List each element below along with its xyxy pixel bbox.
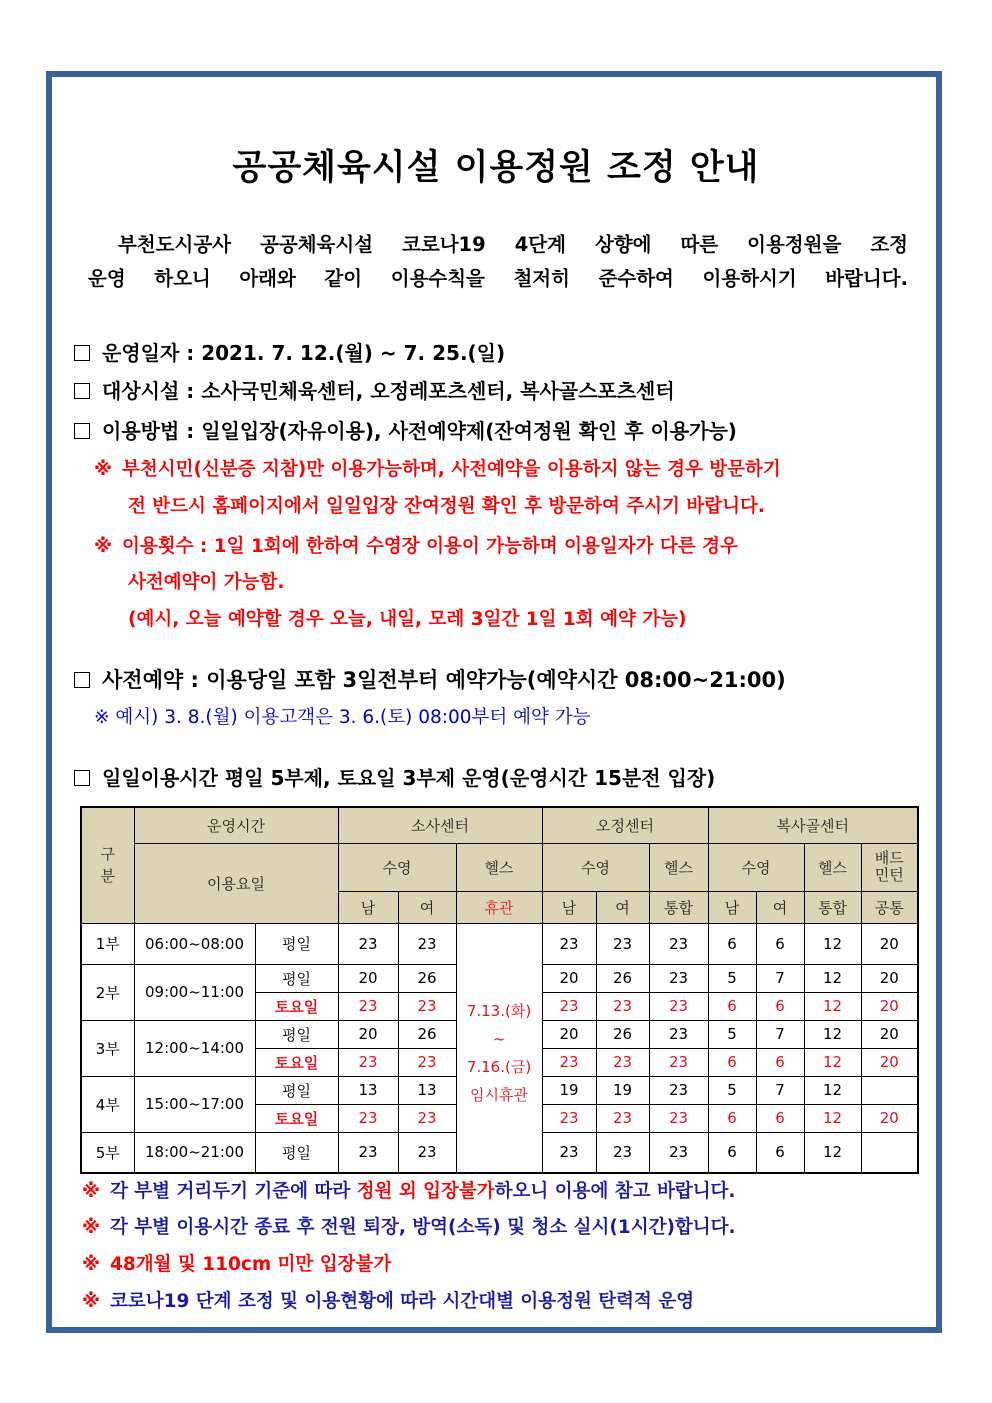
cell-value [861, 1076, 918, 1104]
footer-note-2 [82, 1213, 736, 1239]
cell-value: 12 [804, 923, 861, 964]
footer-note-1 [82, 1177, 735, 1203]
header-op-time: 운영시간 [134, 807, 338, 843]
cell-value: 23 [542, 1132, 596, 1173]
cell-value: 6 [708, 992, 756, 1020]
cell-value: 6 [708, 1104, 756, 1132]
reference-mark: ※ [82, 1291, 100, 1312]
note-text: 48개월 및 110cm 미만 입장불가 [110, 1254, 392, 1275]
cell-day: 토요일 [255, 1048, 338, 1076]
cell-time: 18:00~21:00 [134, 1132, 255, 1173]
cell-part: 1부 [81, 923, 134, 964]
cell-value: 23 [542, 923, 596, 964]
cell-value: 20 [338, 1020, 398, 1048]
cell-value: 5 [708, 1076, 756, 1104]
cell-value: 6 [756, 1132, 804, 1173]
cell-part: 4부 [81, 1076, 134, 1132]
reference-mark: ※ [82, 1217, 100, 1238]
footer-note-4 [82, 1287, 694, 1313]
header-boksagol-combined: 통합 [804, 891, 861, 923]
reference-mark: ※ [94, 536, 112, 557]
cell-value: 12 [804, 1076, 861, 1104]
header-sosa: 소사센터 [338, 807, 542, 843]
header-use-day: 이용요일 [134, 843, 338, 923]
cell-value: 20 [542, 964, 596, 992]
cell-value: 23 [398, 1048, 456, 1076]
closure-from: 7.13.(화) [466, 1001, 532, 1020]
cell-value: 20 [338, 964, 398, 992]
cell-value: 23 [596, 923, 649, 964]
cell-value: 12 [804, 992, 861, 1020]
section-label: 사전예약 [102, 668, 184, 692]
cell-value: 13 [398, 1076, 456, 1104]
cell-value: 23 [649, 1020, 708, 1048]
cell-value: 23 [338, 1104, 398, 1132]
cell-value: 12 [804, 964, 861, 992]
header-sosa-health: 헬스 [456, 843, 542, 891]
reservation-example: ※ 예시) 3. 8.(월) 이용고객은 3. 6.(토) 08:00부터 예약 가능 [94, 707, 591, 728]
cell-value: 6 [756, 923, 804, 964]
section-facilities [74, 375, 675, 404]
cell-day: 평일 [255, 964, 338, 992]
cell-value: 20 [861, 1020, 918, 1048]
note-text: 부천시민(신분증 지참)만 이용가능하며, 사전예약을 이용하지 않는 경우 방문하기 [122, 459, 781, 480]
cell-part: 5부 [81, 1132, 134, 1173]
cell-value: 23 [398, 923, 456, 964]
header-sosa-swim: 수영 [338, 843, 456, 891]
section-value: 이용당일 포함 3일전부터 예약가능(예약시간 08:00~21:00) [206, 668, 786, 692]
cell-value: 23 [596, 1104, 649, 1132]
header-sosa-male: 남 [338, 891, 398, 923]
checkbox-square-icon [74, 672, 90, 688]
note-text: 코로나19 단계 조정 및 이용현황에 따라 시간대별 이용정원 탄력적 운영 [110, 1291, 695, 1312]
cell-value: 23 [338, 1132, 398, 1173]
section-label: 일일이용시간 평일 5부제, 토요일 3부제 운영(운영시간 15분전 입장) [102, 766, 716, 790]
note-text: 각 부별 거리두기 기준에 따라 [110, 1181, 357, 1202]
intro-paragraph [88, 228, 908, 296]
header-boksagol-common: 공통 [861, 891, 918, 923]
reference-mark: ※ [82, 1181, 100, 1202]
note-text: 각 부별 이용시간 종료 후 전원 퇴장, 방역(소독) 및 청소 실시(1시간)합니다. [110, 1217, 736, 1238]
section-method [74, 415, 737, 444]
cell-value: 23 [649, 923, 708, 964]
header-ojeong-combined: 통합 [649, 891, 708, 923]
cell-value: 23 [649, 1076, 708, 1104]
cell-day: 평일 [255, 1132, 338, 1173]
reference-mark: ※ [82, 1254, 100, 1275]
closure-label: 임시휴관 [470, 1085, 528, 1104]
section-value: 소사국민체육센터, 오정레포츠센터, 복사골스포츠센터 [201, 379, 675, 403]
method-note-2 [94, 532, 738, 558]
closure-tilde: ~ [492, 1029, 506, 1048]
cell-value: 6 [756, 1104, 804, 1132]
cell-day: 토요일 [255, 1104, 338, 1132]
cell-value: 20 [861, 923, 918, 964]
checkbox-square-icon [74, 345, 90, 361]
cell-value: 12 [804, 1104, 861, 1132]
method-note-1-cont: 전 반드시 홈페이지에서 일일입장 잔여정원 확인 후 방문하여 주시기 바랍니다. [128, 496, 765, 517]
cell-part: 3부 [81, 1020, 134, 1076]
header-boksagol-health: 헬스 [804, 843, 861, 891]
header-ojeong-swim: 수영 [542, 843, 649, 891]
cell-value: 23 [649, 964, 708, 992]
section-label: 이용방법 [102, 419, 180, 443]
cell-value [861, 1132, 918, 1173]
cell-value: 5 [708, 964, 756, 992]
header-ojeong: 오정센터 [542, 807, 708, 843]
cell-value: 23 [649, 992, 708, 1020]
cell-value: 23 [596, 1048, 649, 1076]
section-reservation [74, 664, 786, 694]
header-row-1 [81, 807, 918, 843]
closure-to: 7.16.(금) [466, 1057, 532, 1076]
cell-value: 19 [596, 1076, 649, 1104]
cell-value: 23 [649, 1104, 708, 1132]
header-division: 구분 [81, 807, 134, 923]
header-ojeong-female: 여 [596, 891, 649, 923]
note-highlight: 정원 외 입장불가 [356, 1181, 495, 1202]
cell-value: 26 [596, 964, 649, 992]
checkbox-square-icon [74, 770, 90, 786]
cell-value: 6 [756, 1048, 804, 1076]
cell-value: 23 [596, 992, 649, 1020]
cell-value: 7 [756, 1020, 804, 1048]
method-note-2-cont: 사전예약이 가능함. [128, 572, 285, 593]
cell-value: 23 [542, 1104, 596, 1132]
header-sosa-closed: 휴관 [456, 891, 542, 923]
cell-value: 23 [338, 992, 398, 1020]
cell-value: 12 [804, 1132, 861, 1173]
method-note-1 [94, 455, 781, 481]
cell-part: 2부 [81, 964, 134, 1020]
cell-value: 12 [804, 1020, 861, 1048]
cell-value: 20 [861, 1104, 918, 1132]
cell-time: 06:00~08:00 [134, 923, 255, 964]
section-value: 2021. 7. 12.(월) ~ 7. 25.(일) [201, 341, 506, 365]
cell-value: 26 [596, 1020, 649, 1048]
schedule-table [80, 806, 919, 1174]
cell-value: 23 [398, 992, 456, 1020]
header-boksagol-swim: 수영 [708, 843, 804, 891]
cell-day: 평일 [255, 923, 338, 964]
section-separator: : [186, 379, 195, 403]
footer-note-3 [82, 1250, 391, 1276]
header-boksagol-male: 남 [708, 891, 756, 923]
header-ojeong-male: 남 [542, 891, 596, 923]
cell-value: 23 [542, 992, 596, 1020]
cell-value: 23 [596, 1132, 649, 1173]
reference-mark: ※ [94, 459, 112, 480]
cell-value: 5 [708, 1020, 756, 1048]
cell-day: 평일 [255, 1020, 338, 1048]
section-separator: : [186, 341, 195, 365]
checkbox-square-icon [74, 423, 90, 439]
header-sosa-female: 여 [398, 891, 456, 923]
cell-time: 09:00~11:00 [134, 964, 255, 1020]
intro-line-2: 운영 하오니 아래와 같이 이용수칙을 철저히 준수하여 이용하시기 바랍니다. [88, 267, 908, 290]
section-label: 운영일자 [102, 341, 180, 365]
header-boksagol-female: 여 [756, 891, 804, 923]
cell-time: 15:00~17:00 [134, 1076, 255, 1132]
section-value: 일일입장(자유이용), 사전예약제(잔여정원 확인 후 이용가능) [201, 419, 737, 443]
page-title: 공공체육시설 이용정원 조정 안내 [232, 148, 760, 188]
schedule-body [81, 923, 918, 1173]
cell-value: 19 [542, 1076, 596, 1104]
section-separator: : [186, 419, 195, 443]
cell-value: 23 [338, 923, 398, 964]
cell-day: 평일 [255, 1076, 338, 1104]
cell-value: 23 [398, 1132, 456, 1173]
cell-value: 23 [398, 1104, 456, 1132]
cell-value: 20 [861, 1048, 918, 1076]
cell-value: 23 [542, 1048, 596, 1076]
cell-closure-note [456, 923, 542, 1173]
section-daily-time [74, 762, 715, 791]
cell-value: 7 [756, 1076, 804, 1104]
cell-value: 6 [708, 1048, 756, 1076]
table-row [81, 923, 918, 964]
cell-value: 26 [398, 1020, 456, 1048]
cell-time: 12:00~14:00 [134, 1020, 255, 1076]
note-text: 하오니 이용에 참고 바랍니다. [494, 1181, 736, 1202]
header-boksagol: 복사골센터 [708, 807, 918, 843]
section-separator: : [190, 668, 199, 692]
cell-value: 6 [708, 1132, 756, 1173]
section-label: 대상시설 [102, 379, 180, 403]
cell-day: 토요일 [255, 992, 338, 1020]
note-text: 이용횟수 : 1일 1회에 한하여 수영장 이용이 가능하며 이용일자가 다른 경우 [122, 536, 738, 557]
cell-value: 20 [861, 992, 918, 1020]
cell-value: 23 [649, 1132, 708, 1173]
checkbox-square-icon [74, 383, 90, 399]
cell-value: 6 [708, 923, 756, 964]
cell-value: 6 [756, 992, 804, 1020]
cell-value: 26 [398, 964, 456, 992]
intro-line-1: 부천도시공사 공공체육시설 코로나19 4단계 상향에 따른 이용정원을 조정 [118, 233, 908, 256]
method-note-2-example: (예시, 오늘 예약할 경우 오늘, 내일, 모레 3일간 1일 1회 예약 가능) [128, 609, 687, 630]
section-period [74, 337, 505, 366]
cell-value: 20 [542, 1020, 596, 1048]
header-boksagol-badminton: 배드민턴 [861, 843, 918, 891]
cell-value: 13 [338, 1076, 398, 1104]
cell-value: 20 [861, 964, 918, 992]
cell-value: 12 [804, 1048, 861, 1076]
cell-value: 7 [756, 964, 804, 992]
cell-value: 23 [649, 1048, 708, 1076]
header-row-2 [81, 843, 918, 891]
cell-value: 23 [338, 1048, 398, 1076]
header-ojeong-health: 헬스 [649, 843, 708, 891]
